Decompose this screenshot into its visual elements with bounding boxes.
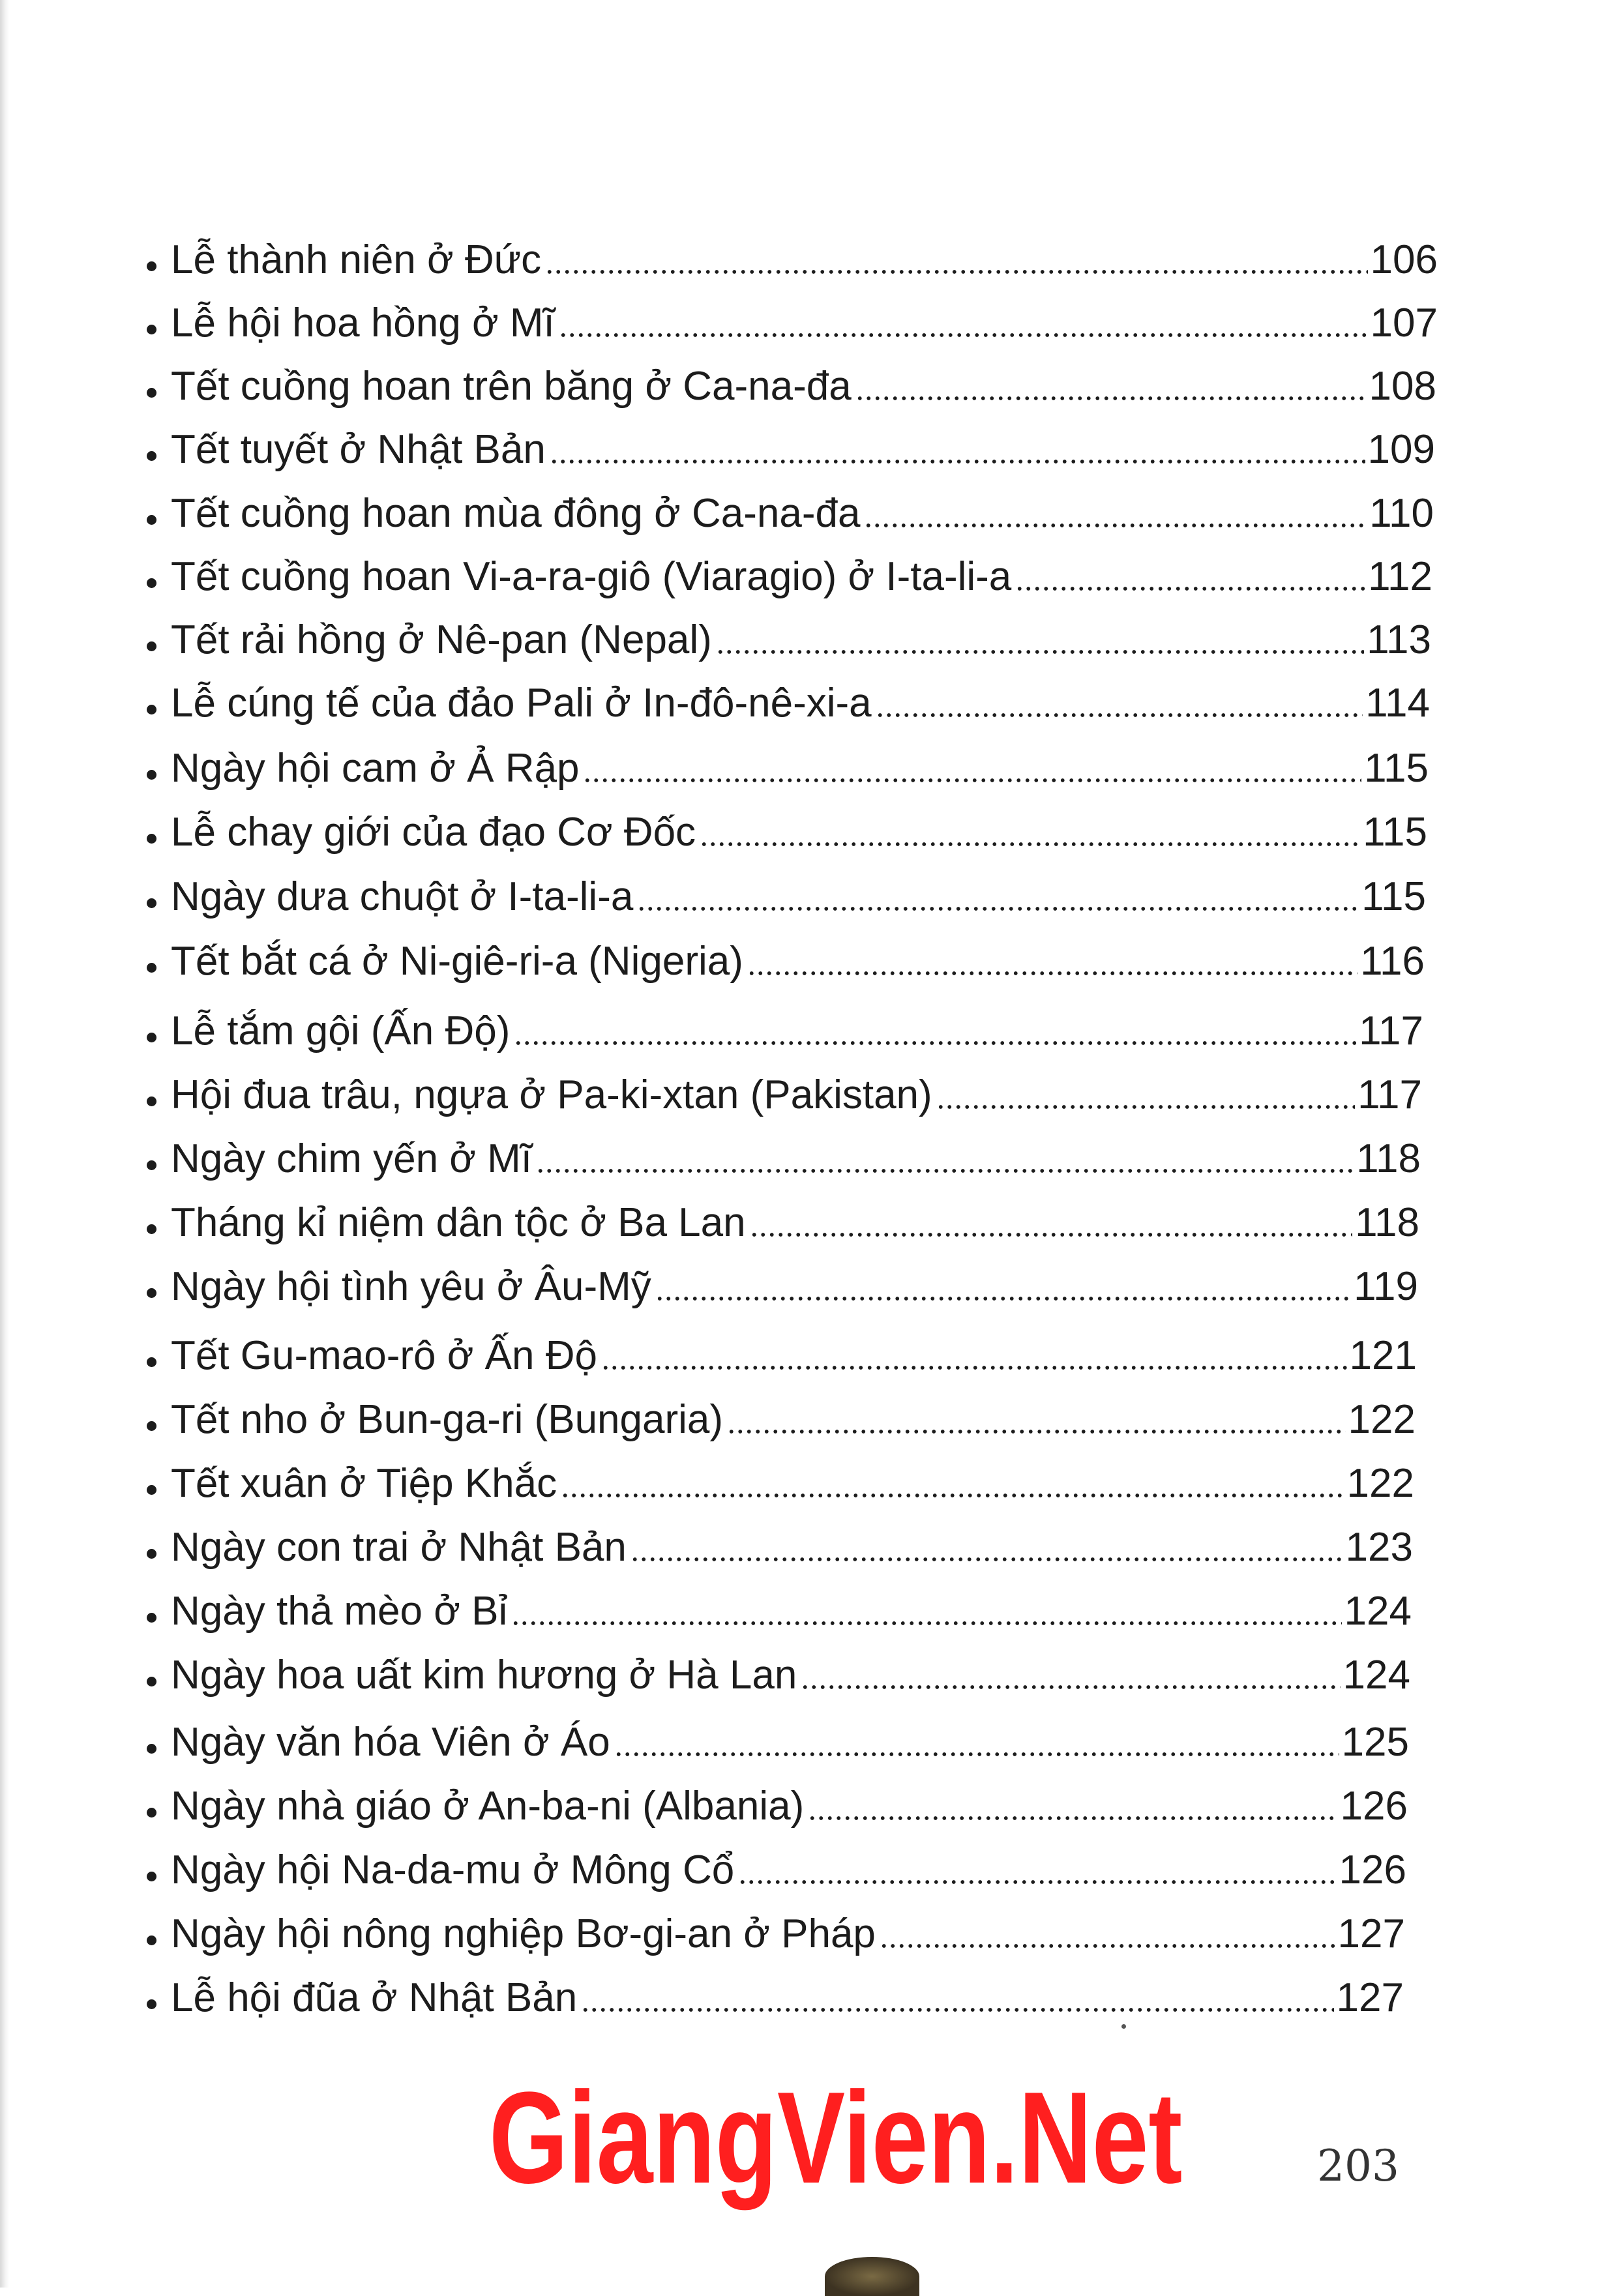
toc-entry	[147, 1185, 1419, 1243]
toc-entry	[147, 1317, 1417, 1376]
toc-entry	[147, 285, 1438, 344]
toc-entry-page: 122	[1346, 1461, 1414, 1506]
bullet-icon	[147, 451, 156, 461]
dot-leader	[550, 458, 1365, 465]
toc-entry-title: Lễ thành niên ở Đức	[171, 237, 542, 282]
dot-leader	[614, 1751, 1339, 1758]
dot-leader	[864, 522, 1367, 529]
toc-entry-page: 116	[1360, 939, 1425, 984]
toc-entry-page: 119	[1354, 1264, 1418, 1309]
toc-entry-page: 115	[1361, 874, 1426, 919]
bullet-icon	[147, 1613, 156, 1623]
toc-entry-title: Tháng kỉ niệm dân tộc ở Ba Lan	[171, 1200, 746, 1245]
toc-entry	[147, 1637, 1410, 1696]
toc-entry-page: 125	[1341, 1720, 1409, 1765]
dot-leader	[1015, 585, 1365, 592]
toc-entry-page: 106	[1370, 237, 1438, 282]
toc-entry-title: Ngày hội tình yêu ở Âu-Mỹ	[171, 1264, 651, 1309]
bullet-icon	[147, 1808, 156, 1818]
toc-entry-page: 118	[1355, 1200, 1419, 1245]
toc-entry-title: Lễ cúng tế của đảo Pali ở In-đô-nê-xi-a	[171, 681, 872, 726]
toc-entry-page: 124	[1344, 1589, 1412, 1634]
toc-entry-title: Tết nho ở Bun-ga-ri (Bungaria)	[171, 1397, 724, 1442]
toc-entry	[147, 993, 1423, 1052]
toc-entry	[147, 1248, 1418, 1307]
dot-leader	[808, 1815, 1337, 1821]
bullet-icon	[147, 1421, 156, 1431]
toc-entry-page: 126	[1340, 1784, 1408, 1829]
toc-entry-page: 117	[1359, 1008, 1423, 1053]
toc-entry-page: 110	[1369, 491, 1434, 536]
toc-entry-page: 123	[1345, 1525, 1413, 1570]
bullet-icon	[147, 834, 156, 844]
bullet-icon	[147, 1224, 156, 1234]
bullet-icon	[147, 1288, 156, 1298]
toc-entry-title: Lễ hội đũa ở Nhật Bản	[171, 1975, 578, 2020]
dot-leader	[936, 1104, 1355, 1110]
page-number: 203	[1317, 2141, 1399, 2191]
toc-entry-page: 121	[1349, 1333, 1417, 1378]
toc-entry-title: Tết cuồng hoan trên băng ở Ca-na-đa	[171, 364, 852, 409]
dot-leader	[700, 841, 1360, 847]
toc-entry-page: 117	[1357, 1072, 1422, 1117]
toc-entry-title: Ngày nhà giáo ở An-ba-ni (Albania)	[171, 1784, 805, 1829]
bullet-icon	[147, 770, 156, 780]
bullet-icon	[147, 1160, 156, 1170]
toc-entry-title: Tết Gu-mao-rô ở Ấn Độ	[171, 1333, 597, 1378]
toc-entry	[147, 1057, 1422, 1115]
toc-entry-title: Tết cuồng hoan Vi-a-ra-giô (Viaragio) ở I-ta-li-a	[171, 554, 1012, 599]
bullet-icon	[147, 261, 156, 271]
bullet-icon	[147, 1935, 156, 1945]
dot-leader	[727, 1428, 1345, 1435]
toc-entry	[147, 602, 1431, 660]
toc-entry-page: 109	[1367, 427, 1435, 472]
toc-entry-title: Ngày văn hóa Viên ở Áo	[171, 1720, 610, 1765]
bullet-icon	[147, 578, 156, 588]
dot-leader	[583, 777, 1361, 784]
dot-leader	[630, 1556, 1343, 1563]
dot-leader	[601, 1364, 1347, 1371]
dot-leader	[750, 1231, 1353, 1238]
toc-entry	[147, 730, 1429, 789]
toc-entry-page: 124	[1343, 1653, 1410, 1698]
toc-entry	[147, 1960, 1404, 2018]
toc-entry	[147, 1768, 1408, 1827]
toc-entry-title: Ngày hội cam ở Ả Rập	[171, 746, 580, 791]
toc-entry-title: Ngày chim yến ở Mĩ	[171, 1136, 533, 1181]
toc-entry-title: Ngày thả mèo ở Bỉ	[171, 1589, 508, 1634]
watermark: GiangVien.Net	[489, 2065, 1183, 2211]
toc-entry-page: 122	[1348, 1397, 1416, 1442]
toc-entry-title: Tết bắt cá ở Ni-giê-ri-a (Nigeria)	[171, 939, 743, 984]
toc-entry	[147, 1445, 1414, 1504]
toc-entry	[147, 794, 1427, 853]
toc-entry-title: Hội đua trâu, ngựa ở Pa-ki-xtan (Pakistan)	[171, 1072, 932, 1117]
toc-entry	[147, 1832, 1406, 1891]
toc-entry-title: Ngày con trai ở Nhật Bản	[171, 1525, 627, 1570]
toc-entry-title: Ngày hội Na-da-mu ở Mông Cổ	[171, 1847, 735, 1892]
toc-entry-title: Ngày hoa uất kim hương ở Hà Lan	[171, 1653, 797, 1698]
toc-entry-page: 107	[1370, 301, 1438, 346]
bullet-icon	[147, 1549, 156, 1559]
bullet-icon	[147, 1096, 156, 1106]
dot-leader	[876, 712, 1363, 718]
toc-entry-page: 114	[1365, 681, 1430, 726]
toc-entry-page: 115	[1363, 810, 1427, 855]
dot-leader	[801, 1684, 1340, 1690]
toc-entry	[147, 1573, 1412, 1632]
dot-leader	[511, 1620, 1341, 1626]
toc-entry-title: Tết cuồng hoan mùa đông ở Ca-na-đa	[171, 491, 861, 536]
toc-entry-page: 115	[1364, 746, 1429, 791]
toc-entry	[147, 222, 1438, 280]
dot-leader	[716, 649, 1364, 655]
dot-leader	[637, 905, 1359, 912]
bullet-icon	[147, 1485, 156, 1495]
toc-entry	[147, 1704, 1409, 1763]
toc-entry-page: 127	[1336, 1975, 1404, 2020]
dot-leader	[655, 1295, 1351, 1302]
toc-entry	[147, 475, 1434, 534]
dot-leader	[536, 1168, 1354, 1174]
toc-entry-title: Lễ hội hoa hồng ở Mĩ	[171, 301, 555, 346]
toc-entry-page: 127	[1337, 1911, 1405, 1956]
bullet-icon	[147, 1744, 156, 1754]
toc-entry	[147, 1121, 1421, 1179]
bullet-icon	[147, 515, 156, 525]
print-speck	[1121, 2024, 1126, 2029]
bullet-icon	[147, 388, 156, 398]
dot-leader	[738, 1879, 1336, 1885]
toc-entry	[147, 1381, 1416, 1440]
toc-entry-page: 126	[1339, 1847, 1406, 1892]
toc-entry-page: 113	[1367, 617, 1431, 662]
dot-leader	[514, 1040, 1356, 1046]
bullet-icon	[147, 1357, 156, 1367]
binding-mark	[825, 2257, 919, 2296]
bullet-icon	[147, 1872, 156, 1881]
bullet-icon	[147, 963, 156, 973]
toc-entry-title: Ngày hội nông nghiệp Bơ-gi-an ở Pháp	[171, 1911, 876, 1956]
toc-entry-title: Lễ tắm gội (Ấn Độ)	[171, 1008, 511, 1053]
dot-leader	[581, 2007, 1333, 2013]
toc-entry-page: 112	[1368, 554, 1432, 599]
toc-entry-title: Tết tuyết ở Nhật Bản	[171, 427, 546, 472]
bullet-icon	[147, 325, 156, 334]
bullet-icon	[147, 898, 156, 908]
toc-entry	[147, 348, 1436, 407]
dot-leader	[545, 269, 1367, 275]
toc-entry-title: Tết xuân ở Tiệp Khắc	[171, 1461, 557, 1506]
toc-entry	[147, 665, 1430, 724]
bullet-icon	[147, 1677, 156, 1686]
toc-entry-page: 108	[1369, 364, 1436, 409]
toc-entry	[147, 411, 1435, 470]
toc-entry-title: Ngày dưa chuột ở I-ta-li-a	[171, 874, 634, 919]
bullet-icon	[147, 1999, 156, 2009]
bullet-icon	[147, 1033, 156, 1042]
toc-entry	[147, 859, 1426, 917]
dot-leader	[880, 1943, 1335, 1949]
toc-entry-page: 118	[1356, 1136, 1421, 1181]
toc-entry-title: Lễ chay giới của đạo Cơ Đốc	[171, 810, 696, 855]
toc-entry	[147, 538, 1432, 597]
toc-entry	[147, 1896, 1405, 1954]
toc-entry-title: Tết rải hồng ở Nê-pan (Nepal)	[171, 617, 712, 662]
dot-leader	[855, 395, 1367, 402]
dot-leader	[559, 332, 1368, 338]
bullet-icon	[147, 641, 156, 651]
dot-leader	[561, 1492, 1344, 1499]
toc-entry	[147, 923, 1425, 982]
bullet-icon	[147, 705, 156, 714]
dot-leader	[747, 970, 1357, 977]
toc-entry	[147, 1509, 1413, 1568]
